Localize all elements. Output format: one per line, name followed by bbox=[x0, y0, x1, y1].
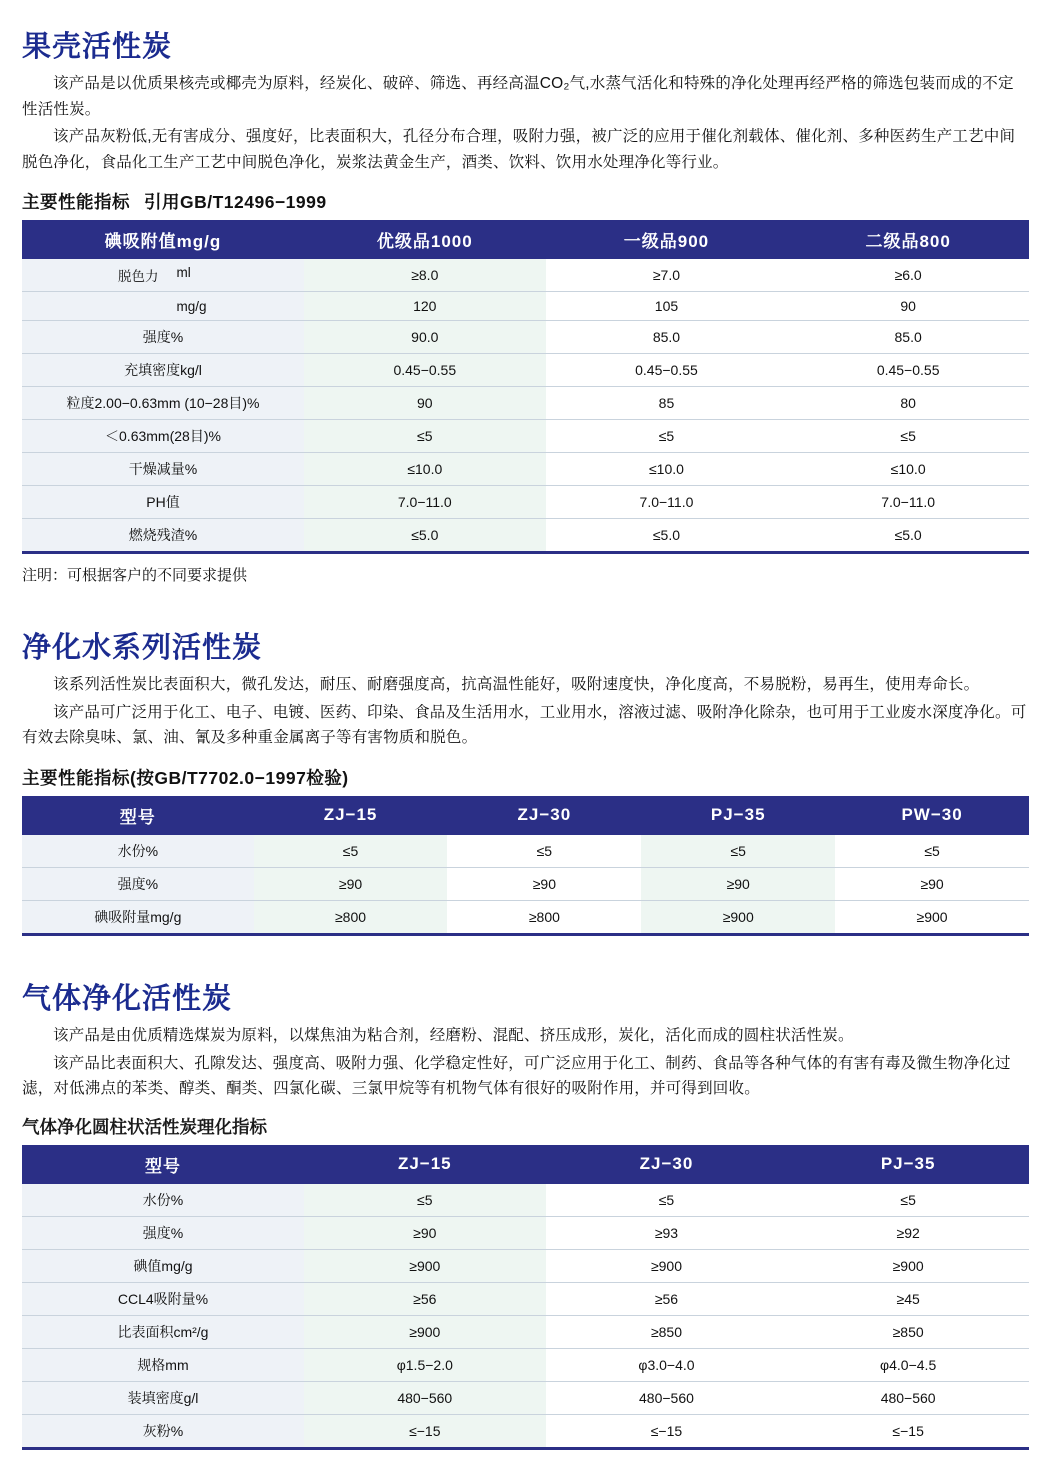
table-cell: φ1.5−2.0 bbox=[304, 1348, 546, 1381]
table-cell: ≤10.0 bbox=[546, 453, 788, 486]
table-cell: 80 bbox=[787, 387, 1029, 420]
table-cell-label: 强度% bbox=[22, 1216, 304, 1249]
table-cell: ≥56 bbox=[546, 1282, 788, 1315]
table-cell-label: 装填密度g/l bbox=[22, 1381, 304, 1414]
table-row bbox=[22, 387, 1029, 420]
table-cell-label: 强度% bbox=[22, 867, 254, 900]
spec-table-qitijinghua bbox=[22, 1145, 1029, 1450]
table-header-cell: ZJ−30 bbox=[546, 1145, 788, 1184]
table-cell: ≥92 bbox=[787, 1216, 1029, 1249]
table-cell: ≤5.0 bbox=[546, 519, 788, 553]
table-cell: ≤5.0 bbox=[787, 519, 1029, 553]
table-cell: 105 bbox=[546, 292, 788, 321]
table-cell: ≤5 bbox=[254, 835, 448, 868]
table-row bbox=[22, 1414, 1029, 1448]
table-header-cell: PW−30 bbox=[835, 796, 1029, 835]
table-cell-label: 粒度2.00−0.63mm (10−28目)% bbox=[22, 387, 304, 420]
table-cell: 120 bbox=[304, 292, 546, 321]
spec-table-guoke bbox=[22, 220, 1029, 554]
table-cell: 90.0 bbox=[304, 321, 546, 354]
section-title: 气体净化活性炭 bbox=[22, 980, 233, 1015]
table-cell: φ4.0−4.5 bbox=[787, 1348, 1029, 1381]
table-cell: ≤5 bbox=[787, 1184, 1029, 1217]
table-row bbox=[22, 486, 1029, 519]
table-cell: 90 bbox=[787, 292, 1029, 321]
table-row bbox=[22, 1315, 1029, 1348]
paragraph: 该系列活性炭比表面积大，微孔发达，耐压、耐磨强度高，抗高温性能好，吸附速度快，净化度高，不易脱粉，易再生，使用寿命长。 bbox=[53, 676, 980, 694]
table-row bbox=[22, 259, 1029, 292]
table-cell: 7.0−11.0 bbox=[304, 486, 546, 519]
section-jinghuashui bbox=[22, 625, 1029, 936]
table-cell-label: CCL4吸附量% bbox=[22, 1282, 304, 1315]
table-cell: ≥900 bbox=[787, 1249, 1029, 1282]
table-cell: 7.0−11.0 bbox=[787, 486, 1029, 519]
table-cell: 7.0−11.0 bbox=[546, 486, 788, 519]
table-cell: ≤5 bbox=[835, 835, 1029, 868]
table-cell: ≥900 bbox=[641, 900, 835, 934]
table-cell: ≤10.0 bbox=[304, 453, 546, 486]
table-row bbox=[22, 321, 1029, 354]
table-cell: ≤5 bbox=[304, 420, 546, 453]
table-cell: ≥900 bbox=[835, 900, 1029, 934]
table-cell: ≥90 bbox=[641, 867, 835, 900]
table-cell: ≥93 bbox=[546, 1216, 788, 1249]
table-row bbox=[22, 292, 1029, 321]
table-header-cell: 一级品900 bbox=[546, 220, 788, 259]
paragraph: 该产品是以优质果核壳或椰壳为原料，经炭化、破碎、筛选、再经高温CO₂气,水蒸气活化和特殊的净化处理再经严格的筛选包装而成的不定性活性炭。 bbox=[22, 75, 1014, 118]
table-row bbox=[22, 1381, 1029, 1414]
table-cell: ≤−15 bbox=[546, 1414, 788, 1448]
table-note: 注明：可根据客户的不同要求提供 bbox=[22, 567, 248, 585]
table-cell: ≥900 bbox=[304, 1249, 546, 1282]
table-header-cell: PJ−35 bbox=[641, 796, 835, 835]
table-cell-label: 燃烧残渣% bbox=[22, 519, 304, 553]
table-header-cell: ZJ−30 bbox=[447, 796, 641, 835]
table-cell-label bbox=[22, 259, 304, 292]
table-header-row bbox=[22, 1145, 1029, 1184]
paragraph: 该产品比表面积大、孔隙发达、强度高、吸附力强、化学稳定性好，可广泛应用于化工、制药、食品等各种气体的有害有毒及微生物净化过滤，对低沸点的苯类、醇类、酮类、四氯化碳、三氯甲烷等有机物气体有很好的吸附作用，并可得到回收。 bbox=[22, 1054, 1011, 1098]
spec-heading-text: 主要性能指标(按GB/T7702.0−1997检验) bbox=[22, 767, 349, 788]
section-title: 净化水系列活性炭 bbox=[22, 630, 263, 665]
table-row bbox=[22, 354, 1029, 387]
table-cell: ≥900 bbox=[304, 1315, 546, 1348]
row-label-group bbox=[26, 299, 168, 314]
spec-heading bbox=[22, 189, 1029, 214]
spec-heading: 气体净化圆柱状活性炭理化指标 bbox=[22, 1116, 267, 1137]
section-divider bbox=[22, 936, 1029, 970]
table-cell: ≤5 bbox=[304, 1184, 546, 1217]
table-cell: ≤5 bbox=[546, 1184, 788, 1217]
table-cell: ≥90 bbox=[254, 867, 448, 900]
table-cell-label: 碘值mg/g bbox=[22, 1249, 304, 1282]
table-cell-label: PH值 bbox=[22, 486, 304, 519]
table-header-cell: 二级品800 bbox=[787, 220, 1029, 259]
table-cell: 0.45−0.55 bbox=[787, 354, 1029, 387]
table-header-cell: 优级品1000 bbox=[304, 220, 546, 259]
table-cell: ≥8.0 bbox=[304, 259, 546, 292]
table-cell: ≥900 bbox=[546, 1249, 788, 1282]
table-cell: ≤10.0 bbox=[787, 453, 1029, 486]
section-guoke bbox=[22, 24, 1029, 585]
table-row bbox=[22, 453, 1029, 486]
table-cell: ≤−15 bbox=[304, 1414, 546, 1448]
table-cell: 85.0 bbox=[787, 321, 1029, 354]
table-row bbox=[22, 420, 1029, 453]
table-cell: ≥800 bbox=[254, 900, 448, 934]
table-cell: ≤−15 bbox=[787, 1414, 1029, 1448]
table-cell: ≥90 bbox=[304, 1216, 546, 1249]
table-row bbox=[22, 1348, 1029, 1381]
section-qitijinghua bbox=[22, 976, 1029, 1450]
paragraph: 该产品是由优质精选煤炭为原料，以煤焦油为粘合剂，经磨粉、混配、挤压成形，炭化，活化而成的圆柱状活性炭。 bbox=[53, 1026, 854, 1044]
spec-heading-text: 主要性能指标 bbox=[22, 192, 130, 213]
table-cell-label: 干燥减量% bbox=[22, 453, 304, 486]
table-cell-label: 水份% bbox=[22, 835, 254, 868]
table-cell-label: 强度% bbox=[22, 321, 304, 354]
table-row bbox=[22, 1282, 1029, 1315]
table-cell: ≥850 bbox=[546, 1315, 788, 1348]
table-header-cell: 型号 bbox=[22, 1145, 304, 1184]
table-cell: 85.0 bbox=[546, 321, 788, 354]
table-cell-label bbox=[22, 292, 304, 321]
table-cell: ≥800 bbox=[447, 900, 641, 934]
table-header-row bbox=[22, 796, 1029, 835]
table-cell: ≤5 bbox=[787, 420, 1029, 453]
spec-standard-ref: 引用GB/T12496−1999 bbox=[144, 192, 327, 213]
table-cell: 90 bbox=[304, 387, 546, 420]
spec-table-jinghuashui bbox=[22, 796, 1029, 936]
table-cell: ≤5.0 bbox=[304, 519, 546, 553]
section-divider bbox=[22, 585, 1029, 619]
table-cell: ≤5 bbox=[447, 835, 641, 868]
table-row bbox=[22, 1249, 1029, 1282]
row-sublabel: ml bbox=[176, 265, 191, 281]
table-cell: ≥45 bbox=[787, 1282, 1029, 1315]
table-cell-label: 充填密度kg/l bbox=[22, 354, 304, 387]
table-row bbox=[22, 1216, 1029, 1249]
table-cell: 480−560 bbox=[304, 1381, 546, 1414]
table-header-row bbox=[22, 220, 1029, 259]
paragraph: 该产品灰粉低,无有害成分、强度好，比表面积大，孔径分布合理，吸附力强，被广泛的应用于催化剂载体、催化剂、多种医药生产工艺中间脱色净化，食品化工生产工艺中间脱色净化，炭浆法黄金生产，酒类、饮料、饮用水处理净化等行业。 bbox=[22, 128, 1016, 171]
table-header-cell: PJ−35 bbox=[787, 1145, 1029, 1184]
table-cell-label: 水份% bbox=[22, 1184, 304, 1217]
spec-heading bbox=[22, 765, 1029, 790]
table-cell-label: 比表面积cm²/g bbox=[22, 1315, 304, 1348]
table-header-cell: 碘吸附值mg/g bbox=[22, 220, 304, 259]
table-cell-label: 规格mm bbox=[22, 1348, 304, 1381]
table-cell: 480−560 bbox=[546, 1381, 788, 1414]
table-cell: ≤5 bbox=[641, 835, 835, 868]
table-row bbox=[22, 519, 1029, 553]
page-footer-space bbox=[22, 1450, 1029, 1460]
section-title: 果壳活性炭 bbox=[22, 29, 173, 63]
table-header-cell: ZJ−15 bbox=[254, 796, 448, 835]
row-label-group: 脱色力 bbox=[117, 269, 159, 285]
table-cell: ≥90 bbox=[835, 867, 1029, 900]
table-cell: ≥7.0 bbox=[546, 259, 788, 292]
table-cell-label: 碘吸附量mg/g bbox=[22, 900, 254, 934]
table-row bbox=[22, 835, 1029, 868]
table-cell: ≥6.0 bbox=[787, 259, 1029, 292]
table-header-cell: 型号 bbox=[22, 796, 254, 835]
table-cell-label: ＜0.63mm(28目)% bbox=[22, 420, 304, 453]
table-cell: ≥850 bbox=[787, 1315, 1029, 1348]
table-cell: ≥90 bbox=[447, 867, 641, 900]
table-cell: 480−560 bbox=[787, 1381, 1029, 1414]
table-row bbox=[22, 1184, 1029, 1217]
table-cell: ≤5 bbox=[546, 420, 788, 453]
table-cell: φ3.0−4.0 bbox=[546, 1348, 788, 1381]
table-cell: 0.45−0.55 bbox=[304, 354, 546, 387]
table-row bbox=[22, 900, 1029, 934]
table-row bbox=[22, 867, 1029, 900]
paragraph: 该产品可广泛用于化工、电子、电镀、医药、印染、食品及生活用水，工业用水，溶液过滤、吸附净化除杂，也可用于工业废水深度净化。可有效去除臭味、氯、油、氰及多种重金属离子等有害物质和脱色。 bbox=[22, 703, 1027, 747]
table-cell: 85 bbox=[546, 387, 788, 420]
table-header-cell: ZJ−15 bbox=[304, 1145, 546, 1184]
row-sublabel: mg/g bbox=[176, 298, 207, 314]
table-cell: ≥56 bbox=[304, 1282, 546, 1315]
table-cell-label: 灰粉% bbox=[22, 1414, 304, 1448]
table-cell: 0.45−0.55 bbox=[546, 354, 788, 387]
